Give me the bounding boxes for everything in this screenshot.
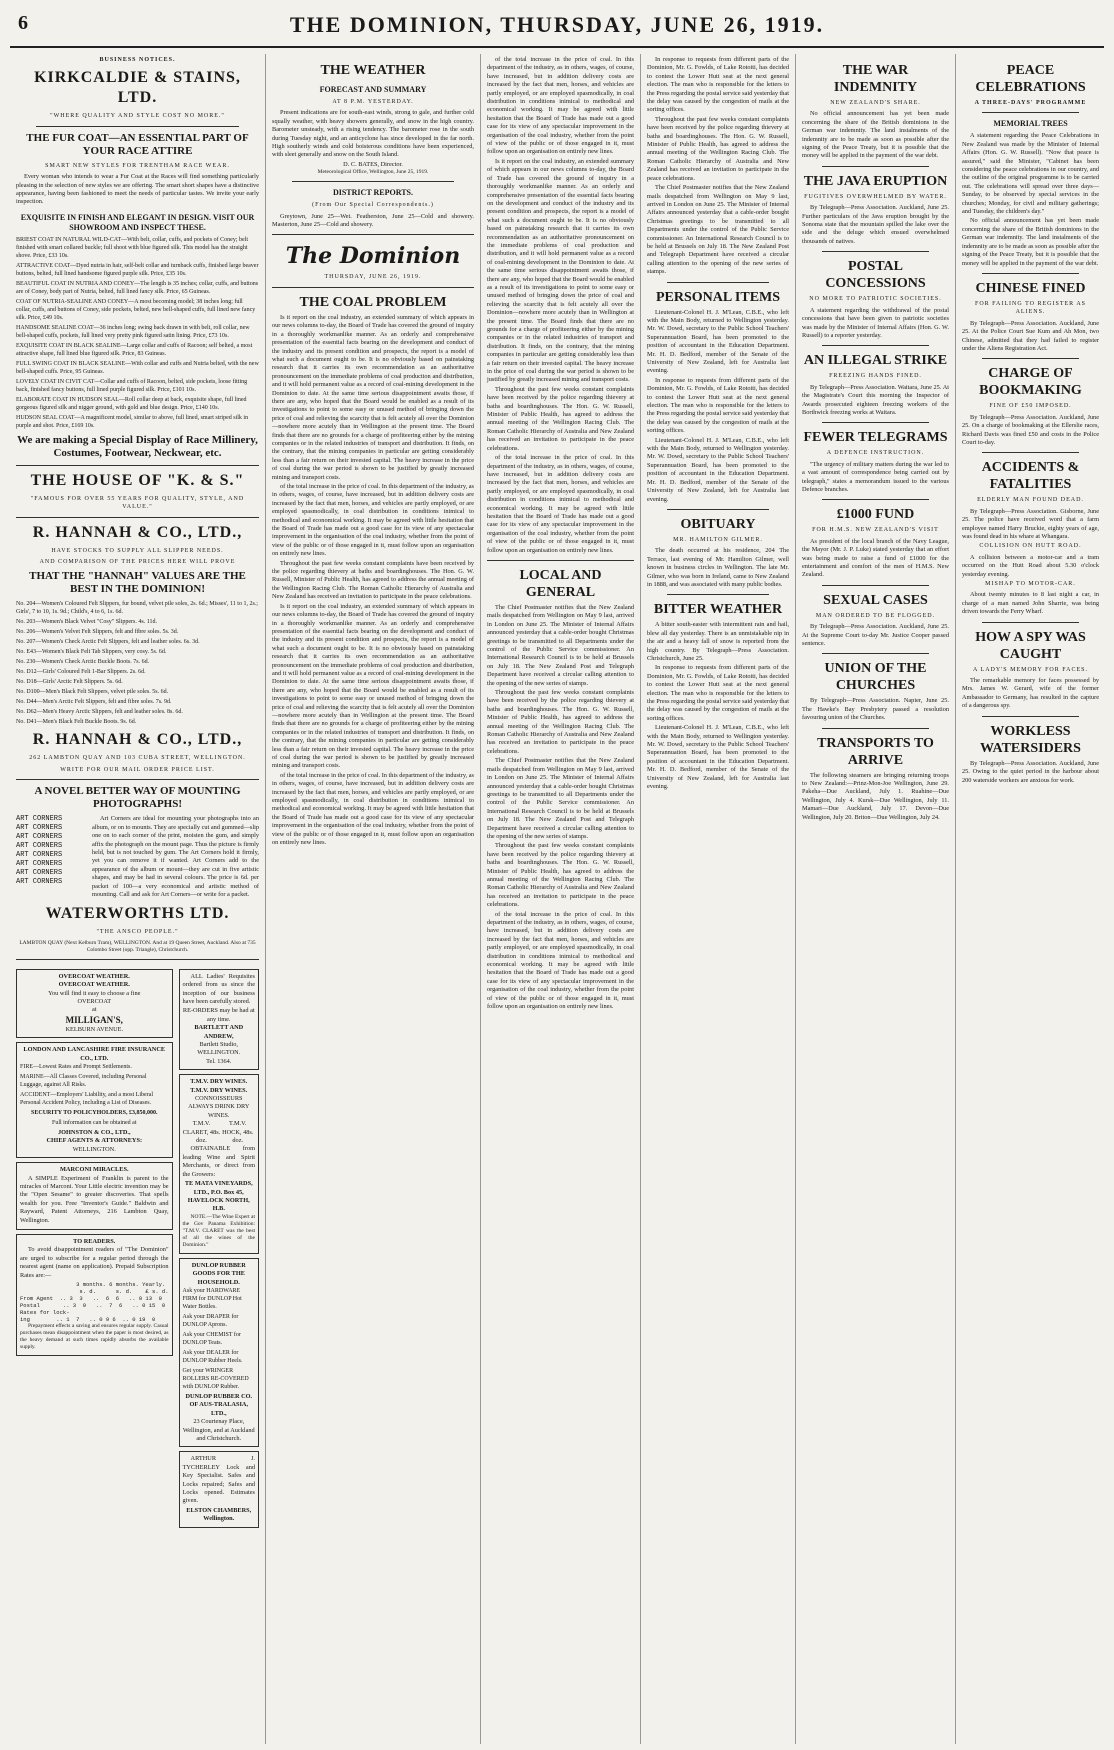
personal-body: Lieutenant-Colonel H. J. M'Lean, C.B.E., who left with the Main Body, returned to Wellington yesterday. Mr. W. Dowd, secretary to the Public School Teachers' Superannuation Board, has been promoted to the position of accountant in the Education Department. Mr. H. D. Bedford, member of the Senate of the University of New Zealand, left for Australia last evening. bbox=[647, 308, 789, 375]
ks-tagline: "FAMOUS FOR OVER 55 YEARS FOR QUALITY, STYLE, AND VALUE." bbox=[30, 495, 245, 511]
chinese-fined-head: CHINESE FINED bbox=[975, 280, 1086, 296]
slipper-item: No. D44—Men's Arctic Felt Slippers, felt and fibre soles. 7s. 9d. bbox=[16, 699, 172, 706]
accidents-head: ACCIDENTS & FATALITIES bbox=[981, 460, 1080, 493]
hannah-line2: AND COMPARISON OF THE PRICES HERE WILL PROVE bbox=[39, 559, 236, 566]
hannah-address: 262 LAMBTON QUAY AND 103 CUBA STREET, WELLINGTON. bbox=[29, 755, 246, 762]
obituary-body: The death occurred at his residence, 204 The Terrace, last evening of Mr. Hamilton Gilmer, well known in business circles in Wellington. The late Mr. Gilmer, who was born in Ireland, came to New Zealand in 1888, and was associated with many public bodies. bbox=[647, 547, 789, 588]
fur-coat-item: HANDSOME SEALINE COAT—36 inches long; swing back drawn in with belt, roll collar, new bell-shaped cuffs, pockets, full lined very pretty pink figured satin lining. Price, £73 10s. bbox=[16, 324, 250, 339]
page-number: 6 bbox=[18, 12, 28, 34]
nameplate: The Dominion bbox=[285, 243, 461, 270]
milligans: MILLIGAN'S, bbox=[65, 1014, 123, 1025]
slipper-item: No. D41—Men's Black Felt Buckle Boots. 9s. 6d. bbox=[16, 719, 137, 726]
fur-coat-item: COAT OF NUTRIA-SEALINE AND CONEY—A most becoming model; 38 inches long; full collar, cuffs, and buttons of Coney, side pockets, belted, new bell-shaped cuffs, full lined new fancy silk. Price, £49 10s. bbox=[16, 298, 256, 321]
column-weather-editorial: THE WEATHER FORECAST AND SUMMARY AT 8 P.M. YESTERDAY. Present indications are for south-east winds, strong to gale, and further cold squally weather, with heavy showers generally, and snow in the high country. Barometer unsteady, with a rising tendency. The barometer rose in the south during Tuesday night, and an anticyclone has since developed in the far north. High southerly winds and cold boisterous conditions have been experienced, with sleet generally and snow on the South Island. D. C. BATES, Director. Meteorological Office, Wellington, June 25, 1919. DISTRICT REPORTS. (From Our Special Correspondents.) Greytown, June 25—Wet. Featherston, June 25—Cold and showery. Masterton, June 25—Cold and showery. The Dominion THURSDAY, JUNE 26, 1919. THE COAL PROBLEM Is it report on the coal industry, an extended summary of which appears in our news columns to-day, the Board of Trade has covered the ground of inquiry in a thoroughly workmanlike manner. As an orderly and comprehensive presentation of the essential facts bearing on the development and conduct of the industry and its present condition and prospects, the report is a model of what such a document ought to be. It is no obviously based on painstaking research that it carries its own recommendation as an authoritative pronouncement on the immediate problems of coal production and distribution, and it will hold permanent value as a record of coal-mining development in the Dominion to date. At the same time serious disappointment awaits those, if there are any, who hoped that the Board would be enabled as a result of its investigations to point to some easy or unused method of bringing down the price of coal and relieving the scarcity that is felt acutely all over the Dominion—nowhere more acutely than in Wellington at the present time. The Board finds that there are no grounds for a charge of profiteering either by the mining companies or in the related industries of transport and distribution. It finds, on the contrary, that the mining companies in particular are getting considerably less than a fair return on their invested capital. The heavy increase in the price of coal during the war period is shown to be justified by greatly increased mining and transport costs. of the total increase in the price of coal. In this department of the industry, as in others, wages, of course, have increased, but in addition delivery costs are increased by the fact that men, horses, and vehicles are partly employed, or are employed spasmodically, in coal distribution in conditions inimical to methodical and economical working. It may be agreed with little hesitation that the Board of Trade has made out a good case for its view of any spectacular improvement in the organisation of the coal industry, whether from the point of view of the public or of those engaged in it, must follow upon an organisation on entirely new lines. Throughout the past few weeks constant complaints have been received by the police regarding thievery at baths and boardinghouses. The Hon. G. W. Russell, Minister of Public Health, has agreed to address the annual meeting of the Wellington Racing Club. The Roman Catholic Hierarchy of Australia and New Zealand has received an invitation to participate in the peace celebrations. Is it report on the coal industry, an extended summary of which appears in our news columns to-day, the Board of Trade has covered the ground of inquiry in a thoroughly workmanlike manner. As an orderly and comprehensive presentation of the essential facts bearing on the development and conduct of the industry and its present condition and prospects, the report is a model of what such a document ought to be. It is no obviously based on painstaking research that it carries its own recommendation as an authoritative pronouncement on the immediate problems of coal production and distribution, and it will hold permanent value as a record of coal-mining development in the Dominion to date. At the same time serious disappointment awaits those, if there are any, who hoped that the Board would be enabled as a result of its investigations to point to some easy or unused method of bringing down the price of coal and relieving the scarcity that is felt acutely all over the Dominion—nowhere more acutely than in Wellington at the present time. The Board finds that there are no grounds for a charge of profiteering either by the mining companies or in the related industries of transport and distribution. It finds, on the contrary, that the mining companies in particular are getting considerably less than a fair return on their invested capital. The heavy increase in the price of coal during the war period is shown to be justified by greatly increased mining and transport costs. of the total increase in the price of coal. In this department of the industry, as in others, wages, of course, have increased, but in addition delivery costs are increased by the fact that men, horses, and vehicles are partly employed, or are employed spasmodically, in coal distribution in conditions inimical to methodical and economical working. It may be agreed with little hesitation that the Board of Trade has made out a good case for its view of any spectacular improvement in the organisation of the coal industry, whether from the point of view of the public or of those engaged in it, must follow upon an organisation on entirely new lines. bbox=[265, 54, 480, 1744]
hannah-name: R. HANNAH & CO., LTD., bbox=[32, 523, 243, 541]
marconi-headline: MARCONI MIRACLES. bbox=[59, 1166, 129, 1174]
waterworths-sub: "THE ANSCO PEOPLE." bbox=[96, 929, 179, 936]
bitter-weather-head: BITTER WEATHER bbox=[653, 602, 783, 618]
slipper-item: No. D12—Girls' Coloured Felt 1-Bar Slippers. 2s. 6d. bbox=[16, 669, 146, 676]
lancashire-name: LONDON AND LANCASHIRE FIRE INSURANCE CO., LTD. bbox=[23, 1046, 166, 1062]
column-business-notices bbox=[10, 54, 265, 1744]
bitter-weather-body: A bitter south-easter with intermittent rain and hail, blew all day yesterday. There is an unmistakable nip in the air and a heavy fall of snow is reported from the high country. By Telegraph—Press Association. Christchurch, June 25. bbox=[647, 621, 789, 662]
fur-coat-item: FULL SWING COAT IN BLACK SEALINE—With collar and cuffs and Nutria belted, with the new bell-shaped cuffs. Price, 95 Guineas. bbox=[16, 360, 259, 375]
column-local-general: of the total increase in the price of coal. In this department of the industry, as in others, wages, of course, have increased, but in addition delivery costs are increased by the fact that men, horses, and vehicles are partly employed, or are employed spasmodically, in coal distribution in conditions inimical to methodical and economical working. It may be agreed with little hesitation that the Board of Trade has made out a good case for its view of any spectacular improvement in the organisation of the coal industry, whether from the point of view of the public or of those engaged in it, must follow upon an organisation on entirely new lines. Is it report on the coal industry, an extended summary of which appears in our news columns to-day, the Board of Trade has covered the ground of inquiry in a thoroughly workmanlike manner. As an orderly and comprehensive presentation of the essential facts bearing on the development and conduct of the industry and its present condition and prospects, the report is a model of what such a document ought to be. It is no obviously based on painstaking research that it carries its own recommendation as an authoritative pronouncement on the immediate problems of coal production and distribution, and it will hold permanent value as a record of coal-mining development in the Dominion to date. At the same time serious disappointment awaits those, if there are any, who hoped that the Board would be enabled as a result of its investigations to point to some easy or unused method of bringing down the price of coal and relieving the scarcity that is felt acutely all over the Dominion—nowhere more acutely than in Wellington at the present time. The Board finds that there are no grounds for a charge of profiteering either by the mining companies or in the related industries of transport and distribution. It finds, on the contrary, that the mining companies in particular are getting considerably less than a fair return on their invested capital. The heavy increase in the price of coal during the war period is shown to be justified by greatly increased mining and transport costs. Throughout the past few weeks constant complaints have been received by the police regarding thievery at baths and boardinghouses. The Hon. G. W. Russell, Minister of Public Health, has agreed to address the annual meeting of the Wellington Racing Club. The Roman Catholic Hierarchy of Australia and New Zealand has received an invitation to participate in the peace celebrations. of the total increase in the price of coal. In this department of the industry, as in others, wages, of course, have increased, but in addition delivery costs are increased by the fact that men, horses, and vehicles are partly employed, or are employed spasmodically, in coal distribution in conditions inimical to methodical and economical working. It may be agreed with little hesitation that the Board of Trade has made out a good case for its view of any spectacular improvement in the organisation of the coal industry, whether from the point of view of the public or of those engaged in it, must follow upon an organisation on entirely new lines. LOCAL AND GENERAL The Chief Postmaster notifies that the New Zealand mails despatched from Wellington on May 9 last, arrived in London on June 25. The Minister of Internal Affairs announced yesterday that a cable-order bought Christmas greetings to be transmitted to all Departments under the control of the Public Service commissioner. An International Research Council is to be held at Brussels on July 18. The New Zealand Post and Telegraph Department have received a circular calling attention to the opening of the new series of stamps. Throughout the past few weeks constant complaints have been received by the police regarding thievery at baths and boardinghouses. The Hon. G. W. Russell, Minister of Public Health, has agreed to address the annual meeting of the Wellington Racing Club. The Roman Catholic Hierarchy of Australia and New Zealand has received an invitation to participate in the peace celebrations. The Chief Postmaster notifies that the New Zealand mails despatched from Wellington on May 9 last, arrived in London on June 25. The Minister of Internal Affairs announced yesterday that a cable-order bought Christmas greetings to be transmitted to all Departments under the control of the Public Service commissioner. An International Research Council is to be held at Brussels on July 18. The New Zealand Post and Telegraph Department have received a circular calling attention to the opening of the new series of stamps. Throughout the past few weeks constant complaints have been received by the police regarding thievery at baths and boardinghouses. The Hon. G. W. Russell, Minister of Public Health, has agreed to address the annual meeting of the Wellington Racing Club. The Roman Catholic Hierarchy of Australia and New Zealand has received an invitation to participate in the peace celebrations. of the total increase in the price of coal. In this department of the industry, as in others, wages, of course, have increased, but in addition delivery costs are increased by the fact that men, horses, and vehicles are partly employed, or are employed spasmodically, in coal distribution in conditions inimical to methodical and economical working. It may be agreed with little hesitation that the Board of Trade has made out a good case for its view of any spectacular improvement in the organisation of the coal industry, whether from the point of view of the public or of those engaged in it, must follow upon an organisation on entirely new lines. bbox=[480, 54, 640, 1744]
slipper-item: No. E43—Women's Black Felt Tab Slippers, very cosy. 5s. 6d. bbox=[16, 649, 167, 656]
slipper-item: No. 204—Women's Coloured Felt Slippers, fur bound, velvet pile soles, 2s. 6d.; Misses', 11 to 1, 2s.; Girls', 7 to 10, 1s. 9d.; Child's, 4 to 6, 1s. 6d. bbox=[16, 601, 258, 616]
slipper-item: No. D100—Men's Black Felt Slippers, velvet pile soles. 5s. 6d. bbox=[16, 689, 169, 696]
fur-coat-item: LOVELY COAT IN CIVIT CAT—Collar and cuffs of Racoon, belted, side pockets, loose fitting back, finished fancy buttons, full lined purple figured silk. Price, £101 10s. bbox=[16, 378, 248, 393]
masthead bbox=[10, 8, 1104, 48]
slipper-item: No. 206—Women's Velvet Felt Slippers, felt and fibre soles. 5s. 3d. bbox=[16, 629, 179, 636]
section-label: BUSINESS NOTICES. bbox=[99, 57, 176, 63]
kirkcaldie-name: KIRKCALDIE & STAINS, LTD. bbox=[34, 69, 241, 107]
obituary-head: OBITUARY bbox=[680, 516, 756, 532]
art-corners-stack: ART CORNERS ART CORNERS ART CORNERS ART CORNERS ART CORNERS ART CORNERS ART CORNERS ART CORNERS bbox=[16, 815, 63, 887]
hannah-line1: HAVE STOCKS TO SUPPLY ALL SLIPPER NEEDS. bbox=[51, 547, 224, 554]
photos-headline: A NOVEL BETTER WAY OF MOUNTING PHOTOGRAPHS! bbox=[34, 785, 241, 811]
local-general-head: LOCAL AND GENERAL bbox=[519, 567, 602, 600]
dunlop-head: DUNLOP RUBBER GOODS FOR THE HOUSEHOLD. bbox=[191, 1261, 246, 1286]
ks-house: THE HOUSE OF "K. & S." bbox=[30, 471, 245, 489]
postal-head: POSTAL CONCESSIONS bbox=[825, 259, 926, 292]
spy-head: HOW A SPY WAS CAUGHT bbox=[975, 629, 1086, 662]
transports-head: TRANSPORTS TO ARRIVE bbox=[817, 735, 934, 768]
column-personal: In response to requests from different parts of the Dominion, Mr. G. Fowlds, of Lake Rotoiti, has decided to contest the Lower Hutt seat at the next general election. The man who is responsible for the letters to the Press regarding the postal service said yesterday that the delay was caused by the congestion of mails at the sorting offices. Throughout the past few weeks constant complaints have been received by the police regarding thievery at baths and boardinghouses. The Hon. G. W. Russell, Minister of Public Health, has agreed to address the annual meeting of the Wellington Racing Club. The Roman Catholic Hierarchy of Australia and New Zealand has received an invitation to participate in the peace celebrations. The Chief Postmaster notifies that the New Zealand mails despatched from Wellington on May 9 last, arrived in London on June 25. The Minister of Internal Affairs announced yesterday that a cable-order bought Christmas greetings to be transmitted to all Departments under the control of the Public Service commissioner. An International Research Council is to be held at Brussels on July 18. The New Zealand Post and Telegraph Department have received a circular calling attention to the opening of the new series of stamps. PERSONAL ITEMS Lieutenant-Colonel H. J. M'Lean, C.B.E., who left with the Main Body, returned to Wellington yesterday. Mr. W. Dowd, secretary to the Public School Teachers' Superannuation Board, has been promoted to the position of accountant in the Education Department. Mr. H. D. Bedford, member of the Senate of the University of New Zealand, left for Australia last evening. In response to requests from different parts of the Dominion, Mr. G. Fowlds, of Lake Rotoiti, has decided to contest the Lower Hutt seat at the next general election. The man who is responsible for the letters to the Press regarding the postal service said yesterday that the delay was caused by the congestion of mails at the sorting offices. Lieutenant-Colonel H. J. M'Lean, C.B.E., who left with the Main Body, returned to Wellington yesterday. Mr. W. Dowd, secretary to the Public School Teachers' Superannuation Board, has been promoted to the position of accountant in the Education Department. Mr. H. D. Bedford, member of the Senate of the University of New Zealand, left for Australia last evening. OBITUARY MR. HAMILTON GILMER. The death occurred at his residence, 204 The Terrace, last evening of Mr. Hamilton Gilmer, well known in business circles in Wellington. The late Mr. Gilmer, who was born in Ireland, came to New Zealand in 1888, and was associated with many public bodies. BITTER WEATHER A bitter south-easter with intermittent rain and hail, blew all day yesterday. There is an unmistakable nip in the air and a heavy fall of snow is reported from the high country. By Telegraph—Press Association. Christchurch, June 25. In response to requests from different parts of the Dominion, Mr. G. Fowlds, of Lake Rotoiti, has decided to contest the Lower Hutt seat at the next general election. The man who is responsible for the letters to the Press regarding the postal service said yesterday that the delay was caused by the congestion of mails at the sorting offices. Lieutenant-Colonel H. J. M'Lean, C.B.E., who left with the Main Body, returned to Wellington yesterday. Mr. W. Dowd, secretary to the Public School Teachers' Superannuation Board, has been promoted to the position of accountant in the Education Department. Mr. H. D. Bedford, member of the Senate of the University of New Zealand, left for Australia last evening. bbox=[640, 54, 795, 1744]
weather-body: Present indications are for south-east winds, strong to gale, and further cold squally weather, with heavy showers generally, and snow in the high country. Barometer unsteady, with a rising tendency. The barometer rose in the south during Tuesday night, and an anticyclone has since developed in the far north. High southerly winds and cold boisterous conditions have been experienced, with sleet generally and snow on the South Island. bbox=[272, 109, 474, 159]
fur-coat-intro: Every woman who intends to wear a Fur Coat at the Races will find something particularly pleasing in the selection of new styles we are offering. The smart short shapes have a distinctive appearance, having been fashioned to meet the needs of particular tastes. We invite your early inspection. bbox=[16, 173, 259, 206]
hannah-headline: THAT THE "HANNAH" VALUES ARE THE BEST IN THE DOMINION! bbox=[29, 570, 246, 596]
subscription-rates: 3 months. 6 months. Yearly. s. d. s. d. £ s. d. From Agent .. 3 3 .. 6 6 .. 0 13 0 Postal .. 3 9 .. 7 6 .. 0 15 0 Rates for lock- ing .. 1 7 .. 0 9 6 .. 0 19 0 bbox=[20, 1281, 169, 1324]
fund-head: £1000 FUND bbox=[836, 507, 915, 523]
telegrams-head: FEWER TELEGRAMS bbox=[803, 430, 948, 446]
waterworths-address: LAMBTON QUAY (Next Kelburn Tram), WELLINGTON. And at 19 Queen Street, Auckland. Also at 735 Colombo Street (opp. Triangle), Christchurch. bbox=[19, 939, 256, 953]
slipper-item: No. 230—Women's Check Arctic Buckle Boots. 7s. 6d. bbox=[16, 659, 150, 666]
slipper-item: No. D18—Girls' Arctic Felt Slippers. 5s. 6d. bbox=[16, 679, 123, 686]
union-head: UNION OF THE CHURCHES bbox=[824, 661, 927, 694]
readers-headline: TO READERS. bbox=[73, 1238, 116, 1246]
java-head: THE JAVA ERUPTION bbox=[803, 173, 948, 189]
fur-coat-item: BEAUTIFUL COAT IN NUTRIA AND CONEY—The length is 35 inches; collar, cuffs, and buttons are of Coney, body part of Nutria, belted, full lined fancy silk. Price, 65 Guineas. bbox=[16, 280, 259, 295]
fur-coat-item: ELABORATE COAT IN HUDSON SEAL—Roll collar deep at back, exquisite shape, full lined gorgeous figured silk and nigger ground, with gold and blue design. Price, £140 10s. bbox=[16, 396, 247, 411]
hannah-mail: WRITE FOR OUR MAIL ORDER PRICE LIST. bbox=[60, 766, 215, 773]
overcoat-line1: OVERCOAT WEATHER. bbox=[58, 972, 130, 980]
right-small-ads: ALL Ladies' Requisites ordered from us since the inception of our business have been carefully stored. RE-ORDERS may be had at any time. BARTLETT AND ANDREW, Bartlett Studio, WELLINGTON. Tel. 1364. T.M.V. DRY WINES. T.M.V. DRY WINES. CONNOISSEURS ALWAYS DRINK DRY WINES. T.M.V. CLARET, 48s. doz. T.M.V. HOCK, 48s. doz. OBTAINABLE from leading Wine and Spirit Merchants, or direct from the Growers: TE MATA VINEYARDS, LTD., P.O. Box 45, HAVELOCK NORTH, H.B. NOTE.—The Wine Expert at the Gov Panama Exhibition: "T.M.V. CLARET was the best of all the wines of the Dominion." DUNLOP RUBBER GOODS FOR THE HOUSEHOLD. Ask your HARDWARE FIRM for DUNLOP Hot Water Bottles. Ask your DRAPER for DUNLOP Aprons. Ask your CHEMIST for DUNLOP Teats. Ask your DEALER for DUNLOP Rubber Heels. Get your WRINGER ROLLERS RE-COVERED with DUNLOP Rubber. DUNLOP RUBBER CO. OF AUS-TRALASIA, LTD., 23 Courtenay Place, Wellington, and at Auckland and Christchurch. ARTHUR J. TYCHERLEY Lock and Key Specialist. Safes and Locks repaired; Safes and Locks opened. Estimates given. ELSTON CHAMBERS, Wellington. bbox=[179, 965, 259, 1532]
art-corners-body: Art Corners are ideal for mounting your photographs into an album, or on to mounts. They are specially cut and gummed—slip one on to each corner of the print, moisten the gum, and simply affix the photograph on the mount page. Thus the picture is firmly held, but is not touched by gum. The Art Corners hold it firmly, yet you can remove it if wanted. Art Corners add to the appearance of the album or mount—they are cut in five artistic shapes, and may be had in several colours. The price is 6d. per packet of 100—a very economical and artistic method of mounting. Call and ask for Art Corners—or write for a packet. bbox=[92, 815, 259, 898]
fur-coat-item: HUDSON SEAL COAT—A magnificent model, similar to above, full lined, smart striped silk in purple and shot. Price, £169 10s. bbox=[16, 414, 249, 429]
column-peace-celebrations: PEACE CELEBRATIONS A THREE-DAYS' PROGRAMME MEMORIAL TREES A statement regarding the Peace Celebrations in New Zealand was made by the Minister of Internal Affairs (Hon. G. W. Russell). "Now that peace is assured," said the Minister, "Cabinet has been considering the peace celebrations in our country, and the outline of the original programme is to be carried out. The celebrations will spread over three days—Sunday, to be observed by special services in the churches; Monday, for civil and military gatherings; and Tuesday, the children's day." No official announcement has yet been made concerning the share of the British dominions in the German war indemnity. The land instalments of the indemnity are to be made as soon as possible after the signing of the Peace Treaty, but it is possible that the money will be applied in the payment of the war debt. CHINESE FINED FOR FAILING TO REGISTER AS ALIENS. By Telegraph—Press Association. Auckland, June 25. At the Police Court Sue Kum and Ah Mon, two Chinese, admitted that they had failed to register under the Aliens Registration Act. CHARGE OF BOOKMAKING FINE OF £50 IMPOSED. By Telegraph—Press Association. Auckland, June 25. On a charge of bookmaking at the Ellerslie races, Richard Davis was fined £50 and costs in the Police Court to-day. ACCIDENTS & FATALITIES ELDERLY MAN FOUND DEAD. By Telegraph—Press Association. Gisborne, June 25. The police have received word that a farm employee named Harry Bruckie, eighty years of age, was found dead in his whare at Whangara. COLLISION ON HUTT ROAD. A collision between a motor-car and a tram occurred on the Hutt Road about 5.30 o'clock yesterday evening. MISHAP TO MOTOR-CAR. About twenty minutes to 8 last night a car, in charge of a man named John Sharrie, was being driven towards the Ferry Wharf. HOW A SPY WAS CAUGHT A LADY'S MEMORY FOR FACES. The remarkable memory for faces possessed by Mrs. James W. Gerard, wife of the former Ambassador to Germany, has resulted in the capture of a dangerous spy. WORKLESS WATERSIDERS By Telegraph—Press Association. Auckland, June 25. Owing to the quiet period in the harbour about 200 waterside workers are anxious for work. bbox=[955, 54, 1105, 1744]
weather-head: THE WEATHER bbox=[320, 63, 426, 78]
forecast-head: FORECAST AND SUMMARY bbox=[319, 85, 427, 94]
sexual-cases-head: SEXUAL CASES bbox=[823, 592, 928, 608]
slipper-item: No. 203—Women's Black Velvet "Cosy" Slippers. 4s. 11d. bbox=[16, 619, 157, 626]
display-notice: We are making a Special Display of Race Millinery, Costumes, Footwear, Neckwear, etc. bbox=[17, 433, 258, 459]
workless-head: WORKLESS WATERSIDERS bbox=[980, 723, 1081, 756]
fur-coat-item: EXQUISITE COAT IN BLACK SEALINE—Large collar and cuffs of Racoon; self belted, a most attractive shape, full lined blue figured silk. Price, 83 Guineas. bbox=[16, 342, 253, 357]
column-war-indemnity: THE WAR INDEMNITY NEW ZEALAND'S SHARE. No official announcement has yet been made concerning the share of the British dominions in the German war indemnity. The land instalments of the indemnity are to be made as soon as possible after the signing of the Peace Treaty, but it is possible that the money will be applied in the payment of the war debt. THE JAVA ERUPTION FUGITIVES OVERWHELMED BY WATER. By Telegraph—Press Association. Auckland, June 25. Further particulars of the Java eruption brought by the Sonoma state that the mountain spilled the lake over the side and the deluge which ensued overwhelmed thousands of natives. POSTAL CONCESSIONS NO MORE TO PATRIOTIC SOCIETIES. A statement regarding the withdrawal of the postal concessions that have been given to patriotic societies was made by the Minister of Internal Affairs (Hon. G. W. Russell) to a reporter yesterday. AN ILLEGAL STRIKE FREEZING HANDS FINED. By Telegraph—Press Association. Waitara, June 25. At the Magistrate's Court this morning the Inspector of Awards prosecuted eighteen freezing workers of the Borthwick freezing works at Waitara. FEWER TELEGRAMS A DEFENCE INSTRUCTION. "The urgency of military matters during the war led to a vast amount of correspondence being carried out by telegraph," states a memorandum issued to the various Defence branches. £1000 FUND FOR H.M.S. NEW ZEALAND'S VISIT As president of the local branch of the Navy League, the Mayor (Mr. J. P. Luke) stated yesterday that an effort was being made to raise a fund of £1000 for the entertainment and comfort of the men of H.M.S. New Zealand. SEXUAL CASES MAN ORDERED TO BE FLOGGED. By Telegraph—Press Association. Auckland, June 25. At the Supreme Court to-day Mr. Justice Cooper passed sentence. UNION OF THE CHURCHES By Telegraph—Press Association. Napier, June 25. The Hawke's Bay Presbytery passed a resolution favouring union of the Churches. TRANSPORTS TO ARRIVE The following steamers are bringing returning troops to New Zealand:—Prinz-Mon-Joe Wellington, June 29. Pakeha—Due Auckland, July 1. Ruahine—Due Wellington, July 4. Kursk—Due Wellington, July 11. Mamari—Due Auckland, July 17. Devon—Due Wellington, July 20. Briton—Due Wellington, July 24. bbox=[795, 54, 955, 1744]
slipper-item: No. 207—Women's Check Arctic Felt Slippers, felt and leather soles. 6s. 3d. bbox=[16, 639, 200, 646]
exquisite-line: EXQUISITE IN FINISH AND ELEGANT IN DESIGN. VISIT OUR SHOWROOM AND INSPECT THESE. bbox=[20, 212, 255, 232]
coal-body: Is it report on the coal industry, an extended summary of which appears in our news columns to-day, the Board of Trade has covered the ground of inquiry in a thoroughly workmanlike manner. As an orderly and comprehensive presentation of the essential facts bearing on the development and conduct of the industry and its present condition and prospects, the report is a model of what such a document ought to be. It is no obviously based on painstaking research that it carries its own recommendation as an authoritative pronouncement on the immediate problems of coal production and distribution, and it will hold permanent value as a record of coal-mining development in the Dominion to date. At the same time serious disappointment awaits those, if there are any, who hoped that the Board would be enabled as a result of its investigations to point to some easy or unused method of bringing down the price of coal and relieving the scarcity that is felt acutely all over the Dominion—nowhere more acutely than in Wellington at the present time. The Board finds that there are no grounds for a charge of profiteering either by the mining companies or in the related industries of transport and distribution. It finds, on the contrary, that the mining companies in particular are getting considerably less than a fair return on their invested capital. The heavy increase in the price of coal during the war period is shown to be justified by greatly increased mining and transport costs. bbox=[272, 313, 474, 481]
district-head: DISTRICT REPORTS. bbox=[332, 188, 414, 198]
kirkcaldie-tagline: "WHERE QUALITY AND STYLE COST NO MORE." bbox=[50, 113, 225, 120]
personal-head: PERSONAL ITEMS bbox=[655, 289, 781, 305]
slipper-item: No. D62—Men's Heavy Arctic Slippers, felt and leather soles. 8s. 6d. bbox=[16, 709, 183, 716]
fur-coat-list bbox=[16, 236, 259, 430]
fur-coat-item: ATTRACTIVE COAT—Dyed nutria in hair, self-belt collar and turnback cuffs, finished large beaver buttons, belted, full lined handsome figured purple silk. Price, £35 10s. bbox=[16, 262, 259, 277]
peace-head: PEACE CELEBRATIONS bbox=[975, 63, 1086, 95]
fur-coat-subhead: SMART NEW STYLES FOR TRENTHAM RACE WEAR. bbox=[45, 162, 230, 169]
bookmaking-head: CHARGE OF BOOKMAKING bbox=[979, 366, 1082, 399]
overcoat-body: You will find it easy to choose a fine bbox=[48, 989, 141, 997]
coal-head: THE COAL PROBLEM bbox=[299, 294, 447, 310]
fur-coat-item: BRIEST COAT IN NATURAL WILD-CAT—With belt, collar, cuffs, and pockets of Coney; belt finished with smart collared buckle; full shoot with blue figured silk. This model has the straight shove. Price, £33 10s. bbox=[16, 236, 248, 259]
local-general-body: The Chief Postmaster notifies that the New Zealand mails despatched from Wellington on May 9 last, arrived in London on June 25. The Minister of Internal Affairs announced yesterday that a cable-order bought Christmas greetings to be transmitted to all Departments under the control of the Public Service commissioner. An International Research Council is to be held at Brussels on July 18. The New Zealand Post and Telegraph Department have received a circular calling attention to the opening of the new series of stamps. bbox=[487, 603, 634, 687]
coal-continued: of the total increase in the price of coal. In this department of the industry, as in others, wages, of course, have increased, but in addition delivery costs are increased by the fact that men, horses, and vehicles are partly employed, or are employed spasmodically, in coal distribution in conditions inimical to methodical and economical working. It may be agreed with little hesitation that the Board of Trade has made out a good case for its view of any spectacular improvement in the organisation of the coal industry, whether from the point of view of the public or of those engaged in it, must follow upon an organisation on entirely new lines. bbox=[487, 56, 634, 156]
issue-date: THURSDAY, JUNE 26, 1919. bbox=[324, 274, 422, 281]
indemnity-head: THE WAR INDEMNITY bbox=[833, 63, 918, 95]
left-small-ads: OVERCOAT WEATHER. OVERCOAT WEATHER. You will find it easy to choose a fine OVERCOAT at MILLIGAN'S, KELBURN AVENUE. LONDON AND LANCASHIRE FIRE INSURANCE CO., LTD. FIRE—Lowest Rates and Prompt Settlements. MARINE—All Classes Covered, including Personal Luggage, against All Risks. ACCIDENT—Employers' Liability, and a most Liberal Personal Accident Policy, including a List of Diseases. SECURITY TO POLICYHOLDERS, £3,850,000. Full information can be obtained at JOHNSTON & CO., LTD., CHIEF AGENTS & ATTORNEYS: WELLINGTON. MARCONI MIRACLES. A SIMPLE Experiment of Franklin is parent to the miracles of Marconi. Your Little electric invention may be the "Open Sesame" to greater discoveries. That spells wealth for you. Free "Inventor's Guide." Baldwin and Rayward, Patent Attorneys, 216 Lambton Quay, Wellington. TO READERS. To avoid disappointment readers of "The Dominion" are urged to subscribe for a regular period through the nearest agent (name on application). Prepaid Subscription Rates are:— 3 months. 6 months. Yearly. s. d. s. d. £ s. d. From Agent .. 3 3 .. 6 6 .. 0 13 0 Postal .. 3 9 .. 7 6 .. 0 15 0 Rates for lock- ing .. 1 7 .. 0 9 6 .. 0 19 0 Prepayment effects a saving and ensures regular supply. Casual purchases mean disappointment when the paper is most desired, as the heavy demand at such times rapidly absorbs the available supply. bbox=[16, 965, 173, 1532]
strike-head: AN ILLEGAL STRIKE bbox=[803, 353, 948, 369]
memorial-trees-head: MEMORIAL TREES bbox=[993, 119, 1068, 129]
hannah-address-name: R. HANNAH & CO., LTD., bbox=[32, 731, 243, 749]
fur-coat-headline: THE FUR COAT—AN ESSENTIAL PART OF YOUR RACE ATTIRE bbox=[26, 131, 249, 157]
overcoat-line2: OVERCOAT WEATHER. bbox=[58, 981, 130, 989]
slipper-list bbox=[16, 600, 259, 726]
newspaper-title: THE DOMINION, THURSDAY, JUNE 26, 1919. bbox=[289, 12, 825, 37]
waterworths-name: WATERWORTHS LTD. bbox=[45, 905, 230, 923]
